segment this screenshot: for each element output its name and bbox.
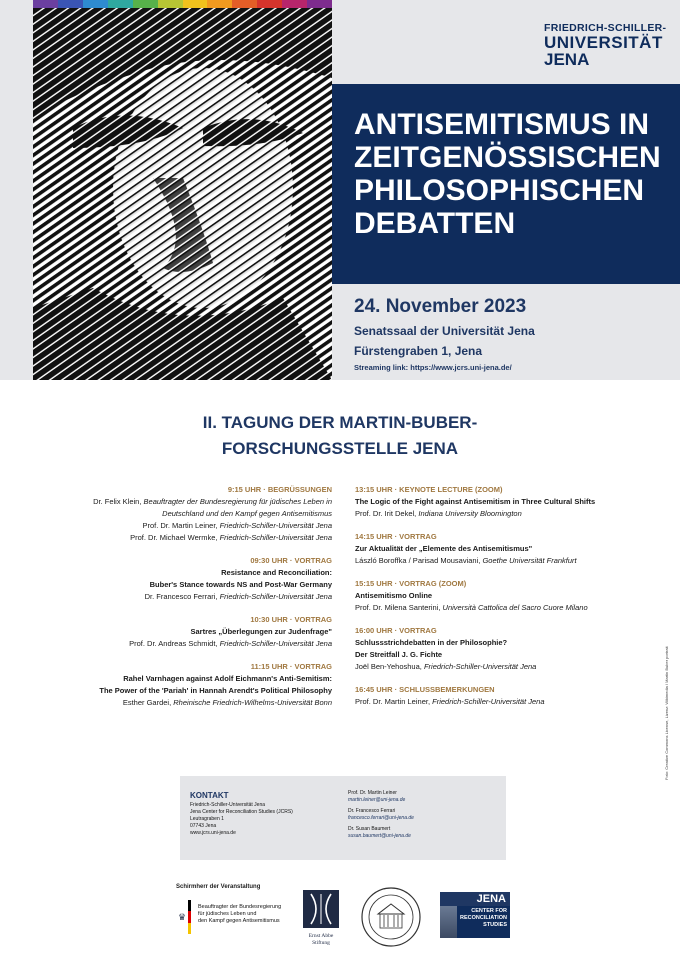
talk-title: Antisemitismo Online <box>355 591 433 600</box>
address-line: Friedrich-Schiller-Universität Jena <box>190 802 266 808</box>
talk-title: Buber's Stance towards NS and Post-War Germany <box>149 580 332 589</box>
jcrs-photo <box>440 906 457 938</box>
title-line: ANTISEMITISMUS IN <box>354 108 650 141</box>
speaker-affiliation: Goethe Universität Frankfurt <box>482 556 577 565</box>
address-line: 07743 Jena <box>190 823 217 829</box>
contact-email[interactable]: susan.baumert@uni-jena.de <box>348 833 411 839</box>
title-line: ZEITGENÖSSISCHEN <box>354 141 661 174</box>
stripe-segment <box>58 0 83 8</box>
speaker-line <box>12 638 332 650</box>
contact-address <box>190 792 293 837</box>
slot-time: 15:15 UHR · VORTRAG (ZOOM) <box>355 579 467 588</box>
speaker-affiliation: Indiana University Bloomington <box>418 509 522 518</box>
speaker-affiliation: Deutschland und den Kampf gegen Antisemitismus <box>162 509 332 518</box>
speaker-name: Prof. Dr. Martin Leiner, <box>142 521 220 530</box>
speaker-line <box>355 602 675 614</box>
speaker-name: Prof. Dr. Andreas Schmidt, <box>129 639 220 648</box>
speaker-affiliation: Friedrich-Schiller-Universität Jena <box>219 533 332 542</box>
rainbow-stripe <box>33 0 332 8</box>
logo-line-2: UNIVERSITÄT <box>544 33 663 52</box>
program-slot <box>355 484 675 520</box>
slot-time: 16:45 UHR · SCHLUSSBEMERKUNGEN <box>355 685 495 694</box>
speaker-line <box>12 532 332 544</box>
event-title <box>354 108 674 240</box>
speaker-name: Dr. Felix Klein, <box>93 497 144 506</box>
program-morning <box>12 484 332 720</box>
university-seal-icon <box>360 886 422 948</box>
subtitle-line: FORSCHUNGSSTELLE JENA <box>221 439 459 458</box>
website-link[interactable]: www.jcrs.uni-jena.de <box>190 830 236 836</box>
contact-box <box>180 776 506 860</box>
contact-email[interactable]: francesco.ferrari@uni-jena.de <box>348 815 414 821</box>
jcrs-logo <box>440 892 510 938</box>
speaker-affiliation: Rheinische Friedrich-Wilhelms-Universität Bonn <box>173 698 332 707</box>
stripe-segment <box>158 0 183 8</box>
ernst-abbe-line: Ernst Abbe <box>308 933 334 939</box>
speaker-affiliation: Friedrich-Schiller-Universität Jena <box>423 662 537 671</box>
talk-title: Rahel Varnhagen against Adolf Eichmann's Anti-Semitism: <box>123 674 332 683</box>
speaker-line <box>12 508 332 520</box>
stripe-segment <box>307 0 332 8</box>
talk-title: Zur Aktualität der „Elemente des Antisemitismus" <box>355 544 533 553</box>
jcrs-word: CENTER FOR <box>471 908 507 914</box>
talk-title: Der Streitfall J. G. Fichte <box>355 650 443 659</box>
speaker-name: Prof. Dr. Martin Leiner, <box>355 697 433 706</box>
stripe-segment <box>257 0 282 8</box>
contact-heading: KONTAKT <box>190 791 229 800</box>
talk-title: The Power of the 'Pariah' in Hannah Arendt's Political Philosophy <box>99 686 332 695</box>
speaker-name: Joël Ben-Yehoshua, <box>355 662 424 671</box>
address-line: Jena Center for Reconciliation Studies (JCRS) <box>190 809 293 815</box>
contact-name: Dr. Susan Baumert <box>348 826 391 832</box>
speaker-name: Prof. Dr. Irit Dekel, <box>355 509 419 518</box>
venue-address: Fürstengraben 1, Jena <box>354 344 483 358</box>
conference-subtitle <box>0 410 680 462</box>
german-flag-bars <box>188 900 191 934</box>
speaker-line <box>12 496 332 508</box>
address-line: Leutragraben 1 <box>190 816 224 822</box>
speaker-line <box>12 520 332 532</box>
commissioner-line: Beauftragter der Bundesregierung <box>198 904 282 910</box>
speaker-line <box>355 661 675 673</box>
patron-label: Schirmherr der Veranstaltung <box>176 884 261 890</box>
event-date: 24. November 2023 <box>354 296 527 317</box>
photo-credit-text: Foto: Creative Commons License, Lizenz: Wikimedia / Martin Buber portrait <box>664 646 669 780</box>
stripe-segment <box>183 0 208 8</box>
stripe-segment <box>207 0 232 8</box>
slot-time: 14:15 UHR · VORTRAG <box>355 532 437 541</box>
speaker-name: Prof. Dr. Milena Santerini, <box>355 603 443 612</box>
title-line: PHILOSOPHISCHEN <box>354 174 645 207</box>
talk-title: The Logic of the Fight against Antisemitism in Three Cultural Shifts <box>355 497 596 506</box>
ernst-abbe-logo <box>300 890 342 946</box>
slot-time: 13:15 UHR · KEYNOTE LECTURE (ZOOM) <box>355 485 503 494</box>
speaker-affiliation: Friedrich-Schiller-Universität Jena <box>432 697 545 706</box>
jcrs-words <box>457 906 510 938</box>
eagle-icon: ♛ <box>177 911 187 922</box>
speaker-affiliation: Beauftragter der Bundesregierung für jüdisches Leben in <box>143 497 332 506</box>
commissioner-line: für jüdisches Leben und <box>198 911 257 917</box>
logo-line-3: JENA <box>544 50 590 69</box>
stripe-segment <box>282 0 307 8</box>
ernst-abbe-mark-icon <box>303 890 339 928</box>
program-slot <box>12 614 332 650</box>
stripe-segment <box>33 0 58 8</box>
program-slot <box>12 484 332 544</box>
jcrs-logo-top: JENA <box>440 892 510 906</box>
speaker-line <box>12 697 332 709</box>
program-slot <box>355 578 675 614</box>
speaker-line <box>355 696 675 708</box>
contact-email[interactable]: martin.leiner@uni-jena.de <box>348 797 406 803</box>
program-slot <box>355 625 675 673</box>
talk-title: Schlussstrichdebatten in der Philosophie? <box>355 638 508 647</box>
speaker-affiliation: Università Cattolica del Sacro Cuore Milano <box>442 603 588 612</box>
slot-time: 16:00 UHR · VORTRAG <box>355 626 437 635</box>
streaming-link[interactable]: Streaming link: https://www.jcrs.uni-jena.de/ <box>354 363 512 372</box>
speaker-name: László Boroffka / Parisad Mousaviani, <box>355 556 483 565</box>
program-afternoon <box>355 484 675 719</box>
slot-time: 9:15 UHR · BEGRÜSSUNGEN <box>227 485 332 494</box>
speaker-line <box>12 591 332 603</box>
program-slot <box>355 531 675 567</box>
photo-credit <box>664 630 672 780</box>
speaker-name: Prof. Dr. Michael Wermke, <box>130 533 220 542</box>
talk-title: Sartres „Überlegungen zur Judenfrage" <box>190 627 332 636</box>
university-logo[interactable] <box>544 22 666 68</box>
venue-name: Senatssaal der Universität Jena <box>354 324 535 338</box>
jcrs-word: RECONCILIATION <box>460 915 507 921</box>
contact-name: Dr. Francesco Ferrari <box>348 808 396 814</box>
speaker-name: Dr. Francesco Ferrari, <box>144 592 220 601</box>
logo-line-1: FRIEDRICH-SCHILLER- <box>544 22 667 34</box>
title-line: DEBATTEN <box>354 207 516 240</box>
speaker-affiliation: Friedrich-Schiller-Universität Jena <box>219 639 332 648</box>
subtitle-line: II. TAGUNG DER MARTIN-BUBER- <box>202 413 478 432</box>
talk-title: Resistance and Reconciliation: <box>221 568 332 577</box>
program-slot <box>12 661 332 709</box>
contact-people <box>348 790 414 840</box>
contact-name: Prof. Dr. Martin Leiner <box>348 790 397 796</box>
speaker-line <box>355 508 675 520</box>
stripe-segment <box>133 0 158 8</box>
slot-time: 10:30 UHR · VORTRAG <box>250 615 332 624</box>
speaker-affiliation: Friedrich-Schiller-Universität Jena <box>219 521 332 530</box>
commissioner-line: den Kampf gegen Antisemitismus <box>198 918 280 924</box>
speaker-affiliation: Friedrich-Schiller-Universität Jena <box>219 592 332 601</box>
stripe-segment <box>108 0 133 8</box>
slot-time: 09:30 UHR · VORTRAG <box>250 556 332 565</box>
slot-time: 11:15 UHR · VORTRAG <box>250 662 332 671</box>
ernst-abbe-line: Stiftung <box>312 939 330 946</box>
federal-eagle-logo <box>176 900 196 934</box>
commissioner-logo-text <box>198 904 288 925</box>
portrait-image <box>33 8 332 380</box>
program-slot <box>12 555 332 603</box>
speaker-name: Esther Gardei, <box>122 698 174 707</box>
stripe-segment <box>232 0 257 8</box>
program-slot <box>355 684 675 708</box>
speaker-line <box>355 555 675 567</box>
stripe-segment <box>83 0 108 8</box>
jcrs-word: STUDIES <box>483 922 507 928</box>
